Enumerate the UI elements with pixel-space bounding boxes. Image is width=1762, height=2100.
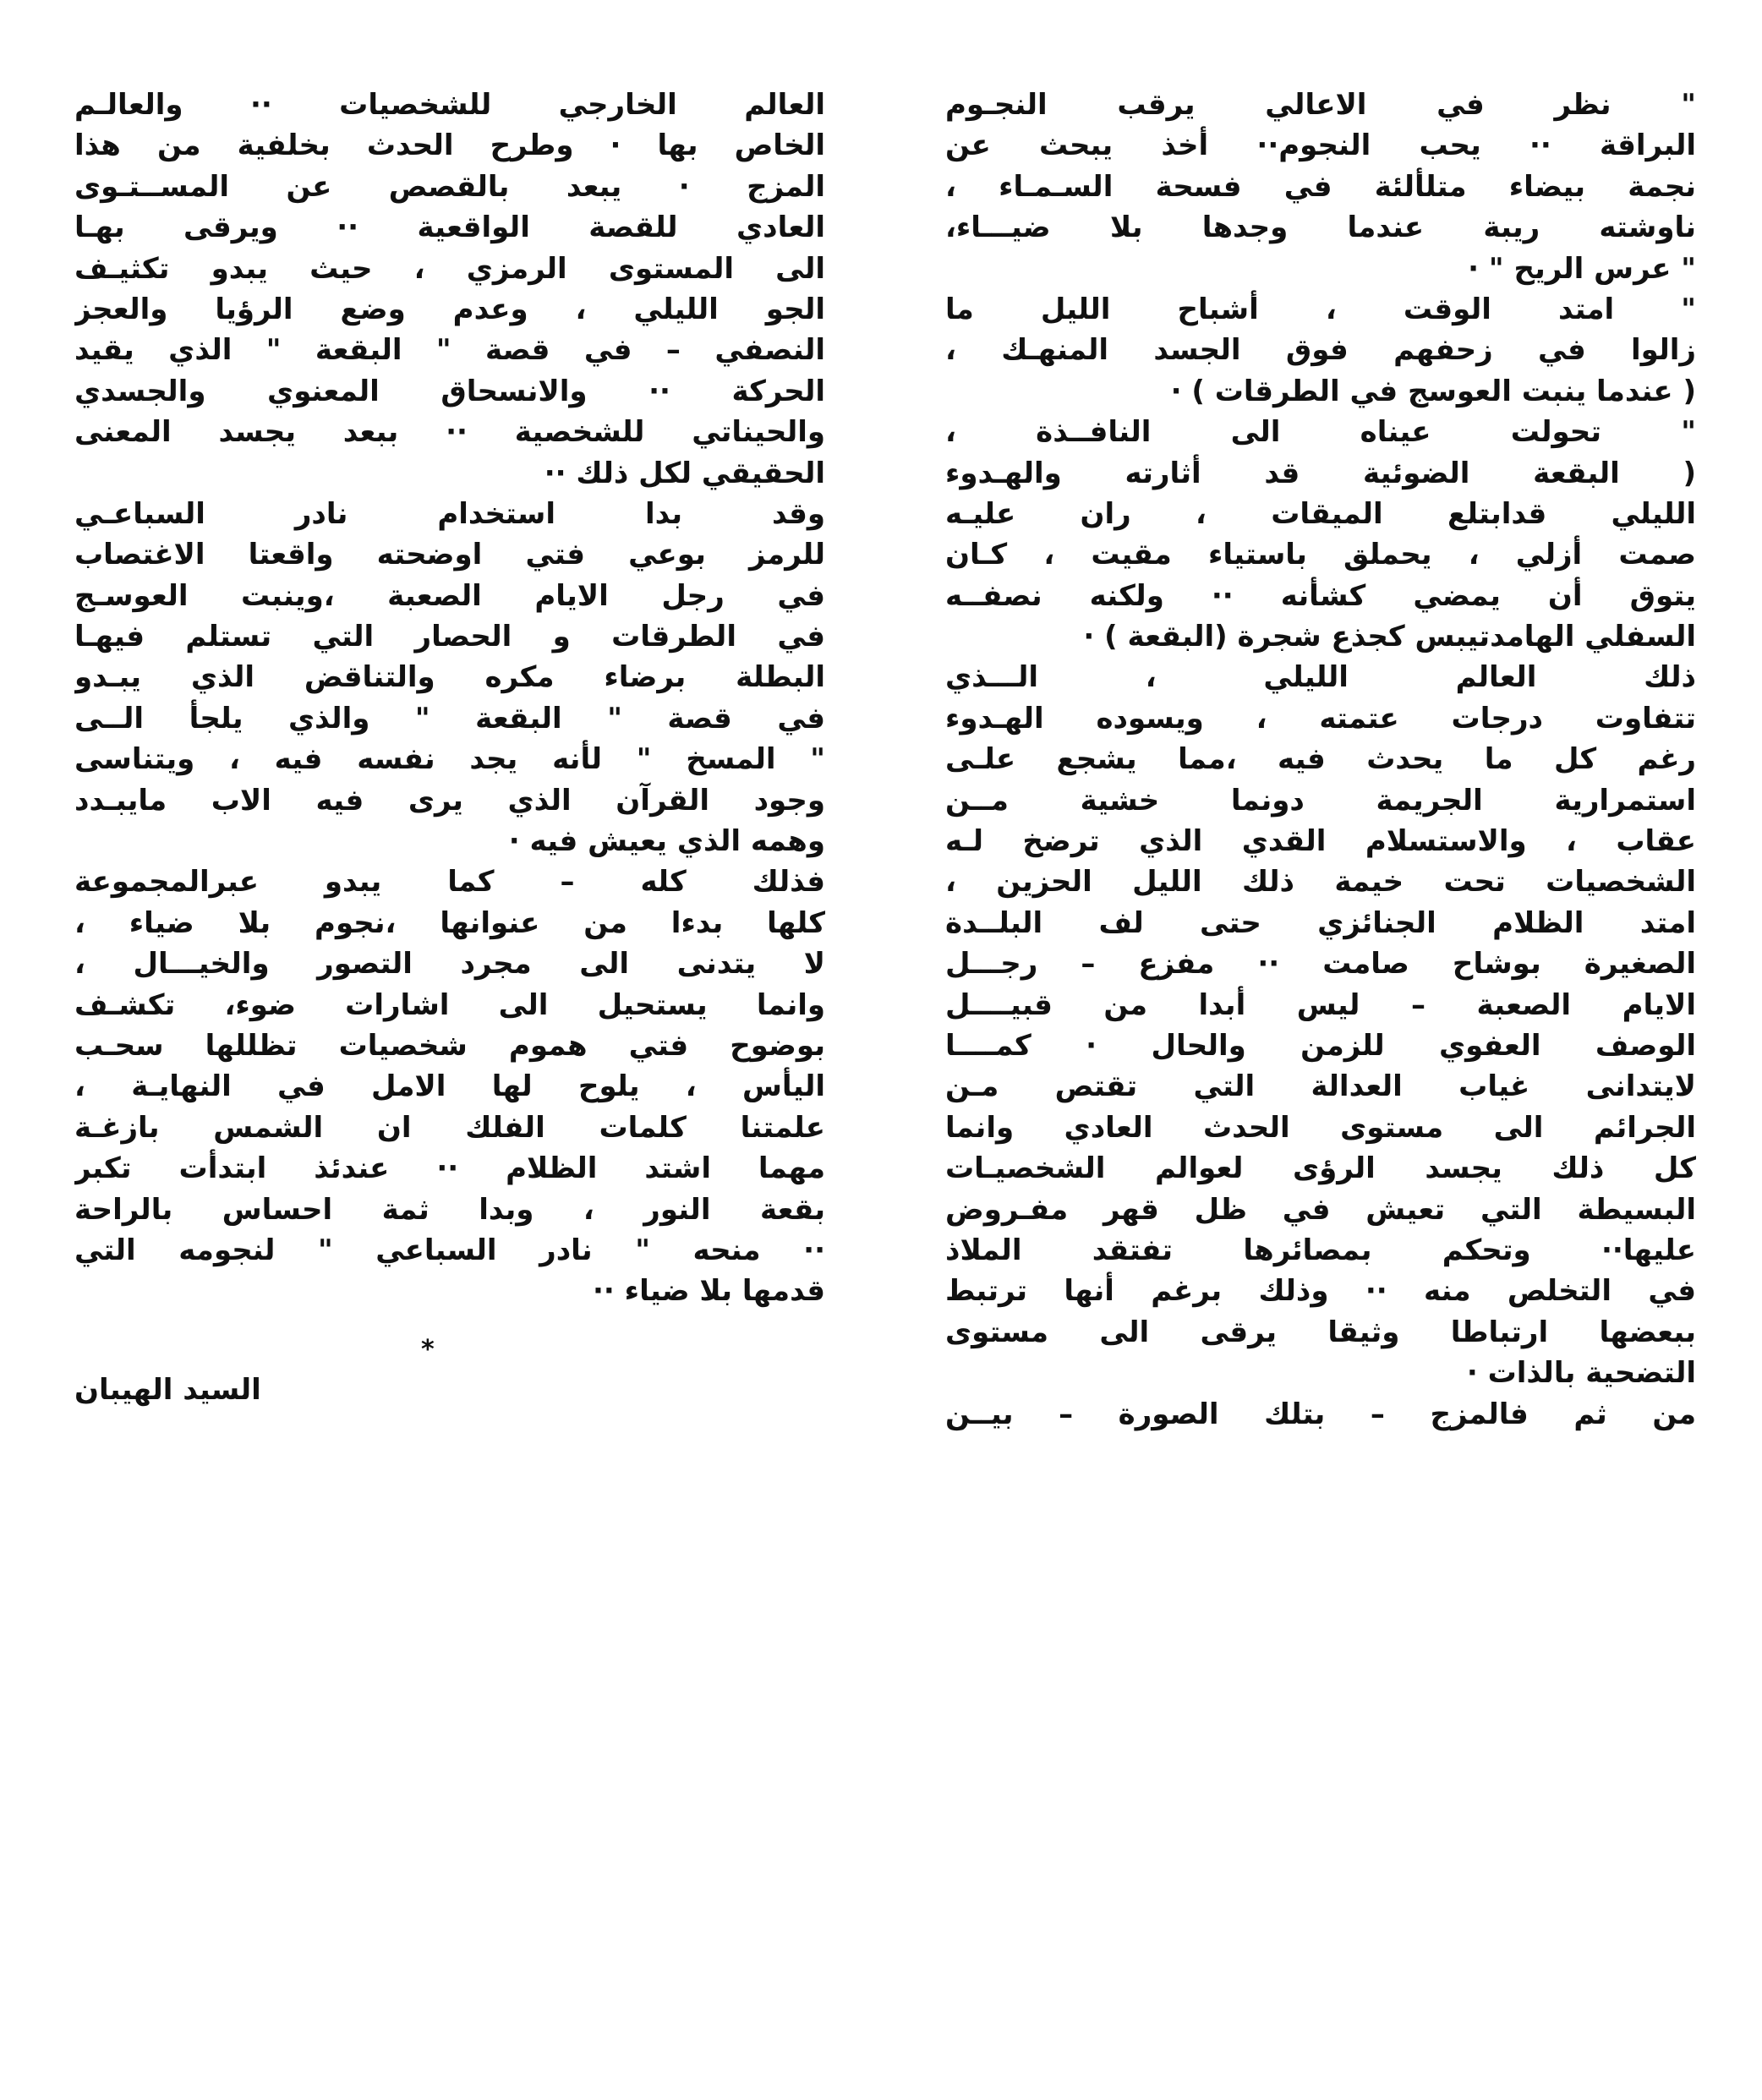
text-line: البراقة ·· يحب النجوم·· أخذ يبحث عن [945, 129, 1696, 163]
text-line: لا يتدنى الى مجرد التصور والخيـــال ، [74, 947, 825, 982]
text-line: ببعضها ارتباطا وثيقا يرقى الى مستوى [945, 1315, 1696, 1349]
author-signature: السيد الهيبان [74, 1373, 261, 1407]
text-line: ·· منحه " نادر السباعي " لنجومه التي [74, 1233, 825, 1267]
text-line: امتد الظلام الجنائزي حتى لف البلــدة [945, 905, 1696, 940]
left-text-column [74, 85, 825, 1312]
text-line: بقعة النور ، وبدا ثمة احساس بالراحة [74, 1192, 825, 1227]
text-line: العالم الخارجي للشخصيات ·· والعالـم [74, 88, 825, 122]
text-line: والحيناتي للشخصية ·· ببعد يجسد المعنى [74, 415, 825, 450]
text-line: تتفاوت درجات عتمته ، ويسوده الهـدوء [945, 701, 1696, 736]
text-line: " نظر في الاعالي يرقب النجـوم [945, 88, 1696, 122]
text-line: الخاص بها · وطرح الحدث بخلفية من هذا [74, 129, 825, 163]
text-line: يتوق أن يمضي كشأنه ·· ولكنه نصفــه [945, 578, 1696, 613]
text-line: اليأس ، يلوح لها الامل في النهايـة ، [74, 1069, 825, 1104]
text-line: وجود القرآن الذي يرى فيه الاب مايبـدد [74, 783, 825, 818]
text-line: وانما يستحيل الى اشارات ضوء، تكشـف [74, 987, 825, 1022]
text-line: في رجل الايام الصعبة ،وينبت العوسـج [74, 578, 825, 613]
text-line: كلها بدءا من عنوانها ،نجوم بلا ضياء ، [74, 905, 825, 940]
text-line: " امتد الوقت ، أشباح الليل ما [945, 292, 1696, 326]
text-line: وهمه الذي يعيش فيه · [508, 824, 825, 859]
text-line: صمت أزلي ، يحملق باستياء مقيت ، كـان [945, 538, 1696, 572]
text-line: للرمز بوعي فتي اوضحته واقعتا الاغتصاب [74, 538, 825, 572]
text-line: قدمها بلا ضياء ·· [593, 1274, 825, 1309]
text-line: وقد بدا استخدام نادر السباعـي [74, 496, 825, 531]
text-line: الشخصيات تحت خيمة ذلك الليل الحزين ، [945, 865, 1696, 900]
text-line: المزج · يبعد بالقصص عن المســتـوى [74, 169, 825, 204]
right-text-column [945, 85, 1696, 1435]
text-line: البسيطة التي تعيش في ظل قهر مفـروض [945, 1192, 1696, 1227]
text-line: فذلك كله – كما يبدو عبرالمجموعة [74, 865, 825, 900]
separator-asterisk: * [421, 1335, 435, 1364]
text-line: في قصة " البقعة " والذي يلجأ الــى [74, 701, 825, 736]
text-line: العادي للقصة الواقعية ·· ويرقى بهـا [74, 211, 825, 245]
text-line: الحركة ·· والانسحاق المعنوي والجسدي [74, 374, 825, 408]
text-line: الجرائم الى مستوى الحدث العادي وانما [945, 1110, 1696, 1145]
text-line: ( البقعة الضوئية قد أثارته والهـدوء [945, 456, 1696, 490]
text-line: ناوشته ريبة عندما وجدها بلا ضيـــاء، [945, 211, 1696, 245]
text-line: استمرارية الجريمة دونما خشية مــن [945, 783, 1696, 818]
text-line: نجمة بيضاء متلألئة في فسحة السـمـاء ، [945, 169, 1696, 204]
text-line: التضحية بالذات · [1466, 1356, 1696, 1391]
text-line: الايام الصعبة – ليس أبدا من قبيــــل [945, 987, 1696, 1022]
text-line: الوصف العفوي للزمن والحال · كمــــا [945, 1028, 1696, 1063]
text-line: الحقيقي لكل ذلك ·· [544, 456, 825, 490]
text-line: البطلة برضاء مكره والتناقض الذي يبـدو [74, 660, 825, 695]
text-line: الى المستوى الرمزي ، حيث يبدو تكثيـف [74, 251, 825, 286]
text-line: زالوا في زحفهم فوق الجسد المنهـك ، [945, 333, 1696, 368]
text-line: " تحولت عيناه الى النافــذة ، [945, 415, 1696, 450]
text-line: مهما اشتد الظلام ·· عندئذ ابتدأت تكبر [74, 1151, 825, 1186]
text-line: بوضوح فتي هموم شخصيات تظللها سحـب [74, 1028, 825, 1063]
text-line: من ثم فالمزج – بتلك الصورة – بيــن [945, 1397, 1696, 1431]
text-line: في التخلص منه ·· وذلك برغم أنها ترتبط [945, 1274, 1696, 1309]
text-line: في الطرقات و الحصار التي تستلم فيهـا [74, 620, 825, 654]
text-line: الصغيرة بوشاح صامت ·· مفزع – رجـــل [945, 947, 1696, 982]
text-line: النصفي – في قصة " البقعة " الذي يقيد [74, 333, 825, 368]
text-line: " عرس الريح " · [1468, 251, 1696, 286]
text-line: علمتنا كلمات الفلك ان الشمس بازغـة [74, 1110, 825, 1145]
text-line: لايتدانى غياب العدالة التي تقتص مـن [945, 1069, 1696, 1104]
text-line: عليها·· وتحكم بمصائرها تفتقد الملاذ [945, 1233, 1696, 1267]
text-line: " المسخ " لأنه يجد نفسه فيه ، ويتناسى [74, 742, 825, 777]
text-line: رغم كل ما يحدث فيه ،مما يشجع علـى [945, 742, 1696, 777]
text-line: كل ذلك يجسد الرؤى لعوالم الشخصيـات [945, 1151, 1696, 1186]
text-line: السفلي الهامدتيبس كجذع شجرة (البقعة ) · [1083, 620, 1696, 654]
text-line: عقاب ، والاستسلام القدي الذي ترضخ لـه [945, 824, 1696, 859]
text-line: ( عندما ينبت العوسج في الطرقات ) · [1170, 374, 1696, 408]
text-line: ذلك العالم الليلي ، الـــذي [945, 660, 1696, 695]
text-line: الجو الليلي ، وعدم وضع الرؤيا والعجز [74, 292, 825, 326]
text-line: الليلي قدابتلع الميقات ، ران عليـه [945, 496, 1696, 531]
